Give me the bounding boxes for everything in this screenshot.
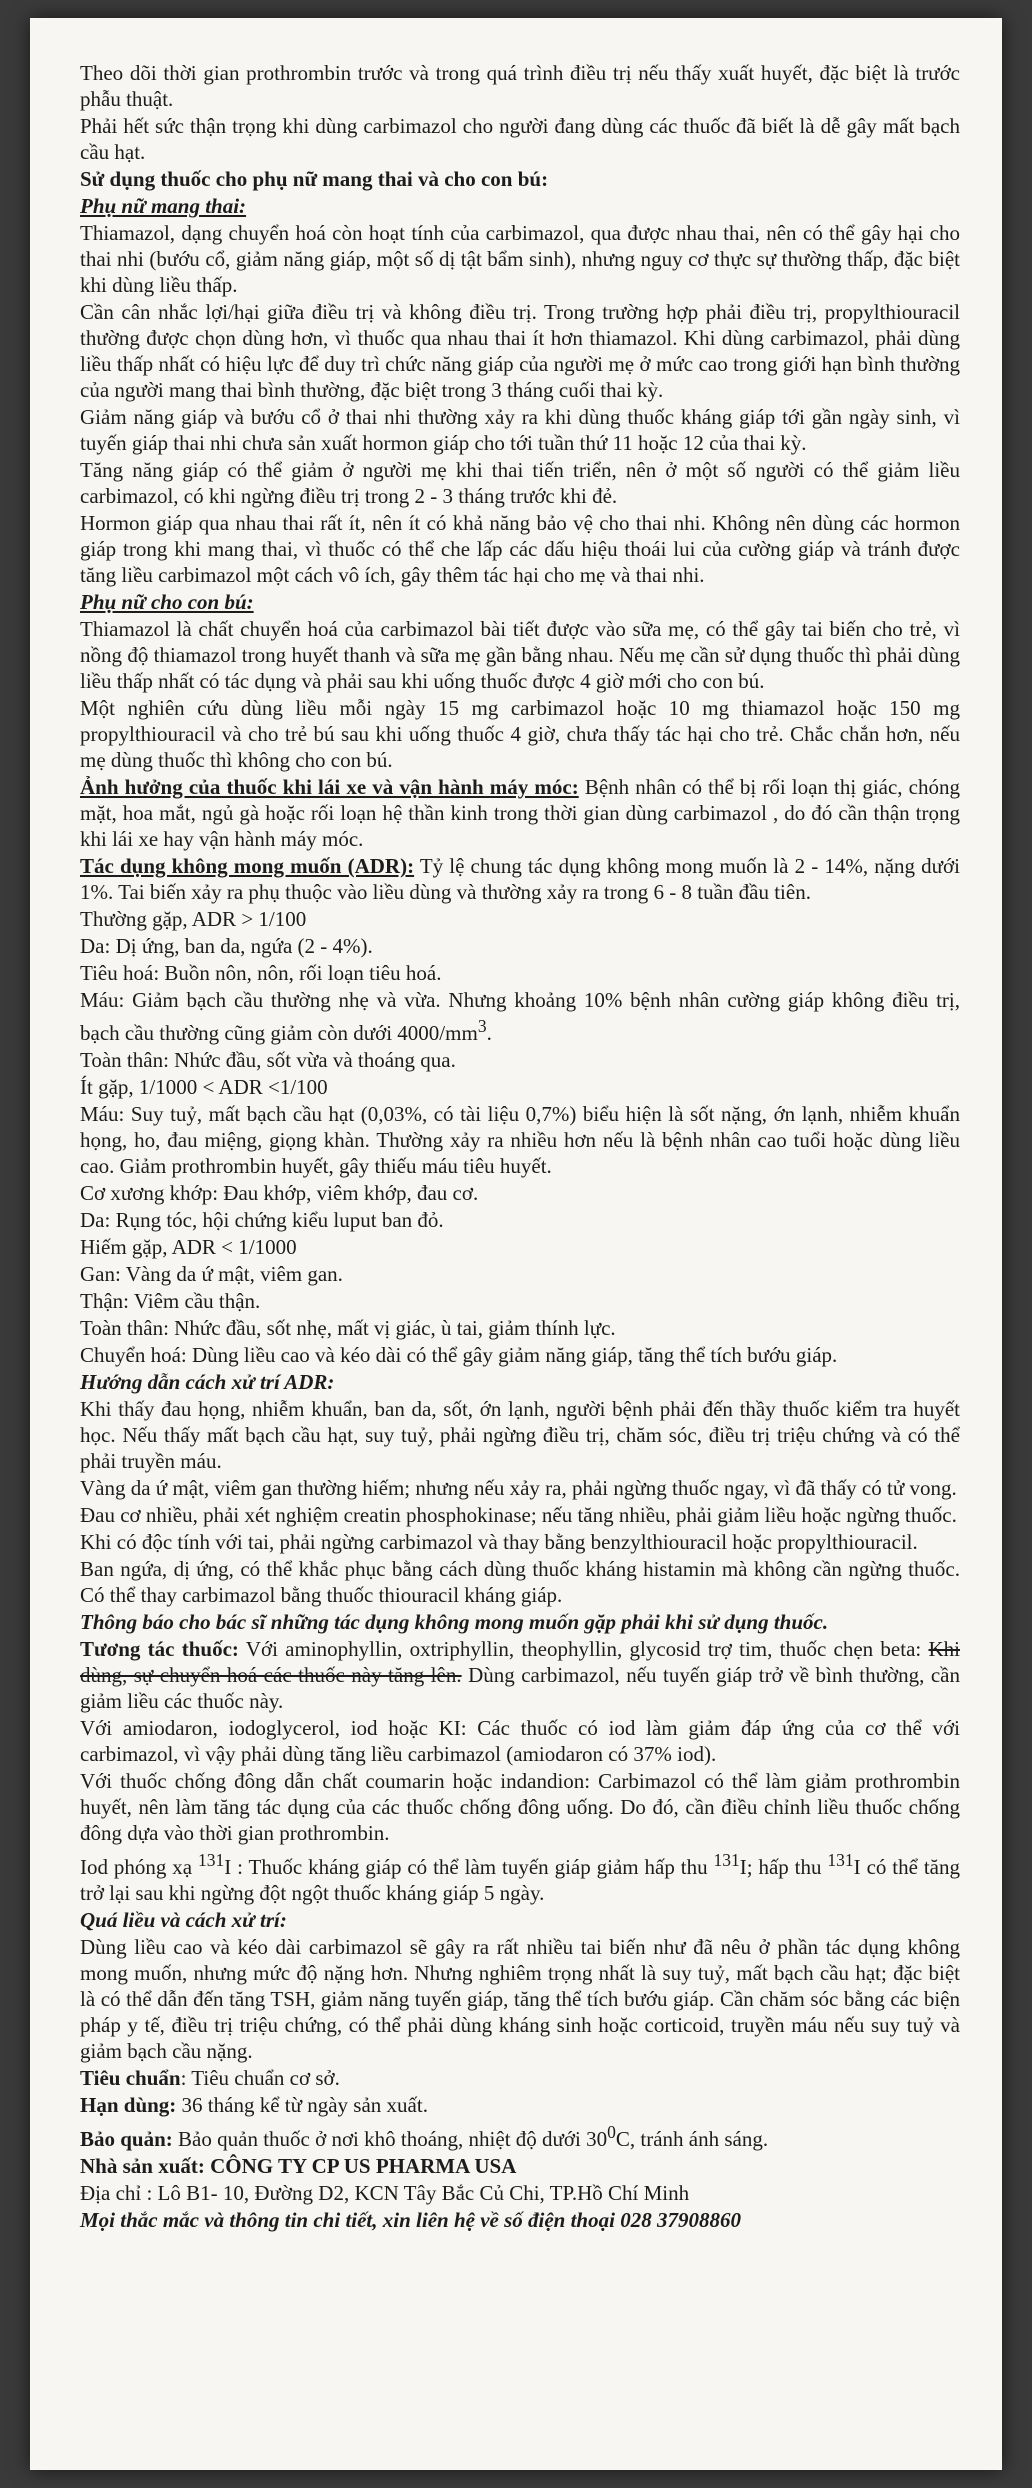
superscript: 131 bbox=[827, 1850, 854, 1870]
standard-value: : Tiêu chuẩn cơ sở. bbox=[180, 2066, 340, 2090]
iod-text: I; hấp thu bbox=[739, 1855, 828, 1879]
adr-line: Thường gặp, ADR > 1/100 bbox=[80, 907, 307, 931]
adr-line: Toàn thân: Nhức đầu, sốt nhẹ, mất vị giác, ù tai, giảm thính lực. bbox=[80, 1316, 616, 1340]
iod-text: I có thể tăng trở lại sau khi ngừng đột ngột thuốc kháng giáp 5 ngày. bbox=[80, 1855, 960, 1905]
manufacturer-value: CÔNG TY CP US PHARMA USA bbox=[204, 2154, 517, 2178]
paragraph: Với amiodaron, iodoglycerol, iod hoặc KI: Các thuốc có iod làm giảm đáp ứng của cơ thể với carbimazol, vì vậy phải dùng tăng liều carbimazol (amiodaron có 37% iod). bbox=[80, 1716, 960, 1766]
storage-value: C, tránh ánh sáng. bbox=[615, 2127, 769, 2151]
storage-value: Bảo quản thuốc ở nơi khô thoáng, nhiệt độ dưới 30 bbox=[172, 2127, 608, 2151]
iod-paragraph bbox=[80, 1847, 960, 1906]
paragraph: Cần cân nhắc lợi/hại giữa điều trị và không điều trị. Trong trường hợp phải điều trị, propylthiouracil thường được chọn dùng hơn, vì thuốc qua nhau thai ít hơn thiamazol. Khi dùng carbimazol, phải dùng liều thấp nhất có hiệu lực để duy trì chức năng giáp của người mẹ ở mức cao trong giới hạn bình thường của người mang thai bình thường, đặc biệt trong 3 tháng cuối thai kỳ. bbox=[80, 300, 960, 402]
notice-text: Thông báo cho bác sĩ những tác dụng không mong muốn gặp phải khi sử dụng thuốc. bbox=[80, 1610, 829, 1634]
contact-line: Mọi thắc mắc và thông tin chi tiết, xin liên hệ về số điện thoại 028 37908860 bbox=[80, 2208, 741, 2232]
storage-line bbox=[80, 2119, 960, 2152]
paragraph: Khi có độc tính với tai, phải ngừng carbimazol và thay bằng benzylthiouracil hoặc propylthiouracil. bbox=[80, 1530, 918, 1554]
section-heading-adr-guide: Hướng dẫn cách xử trí ADR: bbox=[80, 1370, 335, 1394]
paragraph: Tăng năng giáp có thể giảm ở người mẹ khi thai tiến triển, nên ở một số người có thể giảm liều carbimazol, có khi ngừng điều trị trong 2 - 3 tháng trước khi đẻ. bbox=[80, 458, 960, 508]
paragraph: Giảm năng giáp và bướu cổ ở thai nhi thường xảy ra khi dùng thuốc kháng giáp tới gần ngày sinh, vì tuyến giáp thai nhi chưa sản xuất hormon giáp cho tới tuần thứ 11 hoặc 12 của thai kỳ. bbox=[80, 405, 960, 455]
adr-line: Thận: Viêm cầu thận. bbox=[80, 1289, 261, 1313]
adr-line: Tiêu hoá: Buồn nôn, nôn, rối loạn tiêu hoá. bbox=[80, 961, 442, 985]
paragraph: Phải hết sức thận trọng khi dùng carbimazol cho người đang dùng các thuốc đã biết là dễ gây mất bạch cầu hạt. bbox=[80, 114, 960, 164]
driving-text: Bệnh nhân có thể bị rối loạn thị giác, chóng mặt, hoa mắt, ngủ gà hoặc rối loạn hệ thần kinh trong thời gian dùng carbimazol , do đó cần thận trọng khi lái xe hay vận hành máy móc. bbox=[80, 775, 960, 851]
paragraph: Vàng da ứ mật, viêm gan thường hiếm; nhưng nếu xảy ra, phải ngừng thuốc ngay, vì đã thấy có tử vong. bbox=[80, 1476, 957, 1500]
expiry-value: 36 tháng kể từ ngày sản xuất. bbox=[176, 2093, 428, 2117]
storage-label: Bảo quản: bbox=[80, 2127, 173, 2151]
manufacturer-label: Nhà sản xuất: bbox=[80, 2154, 205, 2178]
section-heading-pregnancy: Sử dụng thuốc cho phụ nữ mang thai và cho con bú: bbox=[80, 167, 549, 191]
paragraph: Đau cơ nhiều, phải xét nghiệm creatin phosphokinase; nếu tăng nhiều, phải giảm liều hoặc ngừng thuốc. bbox=[80, 1503, 957, 1527]
section-heading-driving: Ảnh hưởng của thuốc khi lái xe và vận hành máy móc: bbox=[80, 775, 579, 799]
superscript: 3 bbox=[477, 1016, 487, 1036]
expiry-line bbox=[80, 2092, 960, 2118]
paragraph: Theo dõi thời gian prothrombin trước và trong quá trình điều trị nếu thấy xuất huyết, đặc biệt là trước phẫu thuật. bbox=[80, 61, 960, 111]
adr-text: . bbox=[486, 1021, 492, 1045]
subheading-pregnant: Phụ nữ mang thai: bbox=[80, 194, 247, 218]
adr-line: Da: Rụng tóc, hội chứng kiểu luput ban đỏ. bbox=[80, 1208, 444, 1232]
address-line: Địa chỉ : Lô B1- 10, Đường D2, KCN Tây Bắc Củ Chi, TP.Hồ Chí Minh bbox=[80, 2181, 690, 2205]
superscript: 131 bbox=[198, 1850, 225, 1870]
paragraph: Một nghiên cứu dùng liều mỗi ngày 15 mg carbimazol hoặc 10 mg thiamazol hoặc 150 mg propylthiouracil và cho trẻ bú sau khi uống thuốc 4 giờ, chưa thấy tác hại cho trẻ. Chắc chắn hơn, nếu mẹ dùng thuốc thì không cho con bú. bbox=[80, 696, 960, 772]
section-heading-adr: Tác dụng không mong muốn (ADR): bbox=[80, 854, 415, 878]
paragraph: Dùng liều cao và kéo dài carbimazol sẽ gây ra rất nhiều tai biến như đã nêu ở phần tác dụng không mong muốn, nhưng mức độ nặng hơn. Nhưng nghiêm trọng nhất là suy tuỷ, mất bạch cầu hạt; đặc biệt là có thể dẫn đến tăng TSH, giảm năng tuyến giáp, tăng thể tích bướu giáp. Cần chăm sóc bằng các biện pháp y tế, điều trị triệu chứng, có thể phải dùng kháng sinh hoặc corticoid, truyền máu nếu suy tuỷ và giảm bạch cầu nặng. bbox=[80, 1935, 960, 2063]
leaflet-page bbox=[30, 18, 1002, 2470]
paragraph: Thiamazol, dạng chuyển hoá còn hoạt tính của carbimazol, qua được nhau thai, nên có thể gây hại cho thai nhi (bướu cổ, giảm năng giáp, một số dị tật bẩm sinh), nhưng nguy cơ thực sự thường thấp, đặc biệt khi dùng liều thấp. bbox=[80, 221, 960, 297]
driving-paragraph bbox=[80, 774, 960, 852]
paragraph: Với thuốc chống đông dẫn chất coumarin hoặc indandion: Carbimazol có thể làm giảm prothrombin huyết, nên làm tăng tác dụng của các thuốc chống đông uống. Do đó, cần điều chỉnh liều thuốc chống đông dựa vào thời gian prothrombin. bbox=[80, 1769, 960, 1845]
interaction-text: Dùng carbimazol, nếu tuyến giáp trở về bình thường, cần giảm liều các thuốc này. bbox=[80, 1663, 960, 1713]
superscript: 131 bbox=[713, 1850, 740, 1870]
superscript: 0 bbox=[607, 2122, 616, 2142]
manufacturer-line bbox=[80, 2153, 960, 2179]
adr-line: Ít gặp, 1/1000 < ADR <1/100 bbox=[80, 1075, 328, 1099]
adr-paragraph bbox=[80, 853, 960, 905]
iod-text: I : Thuốc kháng giáp có thể làm tuyến giáp giảm hấp thu bbox=[224, 1855, 714, 1879]
section-heading-interaction: Tương tác thuốc: bbox=[80, 1637, 239, 1661]
adr-line: Toàn thân: Nhức đầu, sốt vừa và thoáng qua. bbox=[80, 1048, 456, 1072]
adr-line: Gan: Vàng da ứ mật, viêm gan. bbox=[80, 1262, 343, 1286]
interaction-text: Với aminophyllin, oxtriphyllin, theophyllin, glycosid trợ tim, thuốc chẹn beta: bbox=[238, 1637, 929, 1661]
expiry-label: Hạn dùng: bbox=[80, 2093, 177, 2117]
struck-text: Khi dùng, sự chuyển hoá các thuốc này tăng lên. bbox=[80, 1637, 960, 1687]
standard-line bbox=[80, 2065, 960, 2091]
adr-text: Máu: Giảm bạch cầu thường nhẹ và vừa. Nhưng khoảng 10% bệnh nhân cường giáp không điều trị, bạch cầu thường cũng giảm còn dưới 4000/mm bbox=[80, 988, 960, 1045]
iod-text: Iod phóng xạ bbox=[80, 1855, 199, 1879]
section-heading-overdose: Quá liều và cách xử trí: bbox=[80, 1908, 287, 1932]
interaction-paragraph bbox=[80, 1636, 960, 1714]
adr-line: Máu: Suy tuỷ, mất bạch cầu hạt (0,03%, có tài liệu 0,7%) biểu hiện là sốt nặng, ớn lạnh, nhiễm khuẩn họng, ho, đau miệng, giọng khàn. Thường xảy ra nhiều hơn nếu là bệnh nhân cao tuổi hoặc dùng liều cao. Giảm prothrombin huyết, gây thiếu máu tiêu huyết. bbox=[80, 1102, 960, 1178]
paragraph: Hormon giáp qua nhau thai rất ít, nên ít có khả năng bảo vệ cho thai nhi. Không nên dùng các hormon giáp trong khi mang thai, vì thuốc có thể che lấp các dấu hiệu thoái lui của cường giáp và tránh được tăng liều carbimazol một cách vô ích, gây thêm tác hại cho mẹ và thai nhi. bbox=[80, 511, 960, 587]
paragraph: Thiamazol là chất chuyển hoá của carbimazol bài tiết được vào sữa mẹ, có thể gây tai biến cho trẻ, vì nồng độ thiamazol trong huyết thanh và sữa mẹ gần bằng nhau. Nếu mẹ cần sử dụng thuốc thì phải dùng liều thấp nhất có tác dụng và phải sau khi uống thuốc được 4 giờ mới cho con bú. bbox=[80, 617, 960, 693]
adr-text: Tỷ lệ chung tác dụng không mong muốn là 2 - 14%, nặng dưới 1%. Tai biến xảy ra phụ thuộc vào liều dùng và thường xảy ra trong 6 - 8 tuần đầu tiên. bbox=[80, 854, 960, 904]
paragraph: Khi thấy đau họng, nhiễm khuẩn, ban da, sốt, ớn lạnh, người bệnh phải đến thầy thuốc kiểm tra huyết học. Nếu thấy mất bạch cầu hạt, suy tuỷ, phải ngừng điều trị, chăm sóc, điều trị triệu chứng và có thể phải truyền máu. bbox=[80, 1397, 960, 1473]
adr-line: Hiếm gặp, ADR < 1/1000 bbox=[80, 1235, 297, 1259]
standard-label: Tiêu chuẩn bbox=[80, 2066, 181, 2090]
adr-line: Cơ xương khớp: Đau khớp, viêm khớp, đau cơ. bbox=[80, 1181, 479, 1205]
paragraph: Ban ngứa, dị ứng, có thể khắc phục bằng cách dùng thuốc kháng histamin mà không cần ngừng thuốc. Có thể thay carbimazol bằng thuốc thiouracil kháng giáp. bbox=[80, 1557, 960, 1607]
subheading-breastfeeding: Phụ nữ cho con bú: bbox=[80, 590, 254, 614]
adr-line bbox=[80, 987, 960, 1046]
adr-line: Chuyển hoá: Dùng liều cao và kéo dài có thể gây giảm năng giáp, tăng thể tích bướu giáp. bbox=[80, 1343, 838, 1367]
adr-line: Da: Dị ứng, ban da, ngứa (2 - 4%). bbox=[80, 934, 373, 958]
leaflet-text bbox=[80, 60, 960, 2234]
